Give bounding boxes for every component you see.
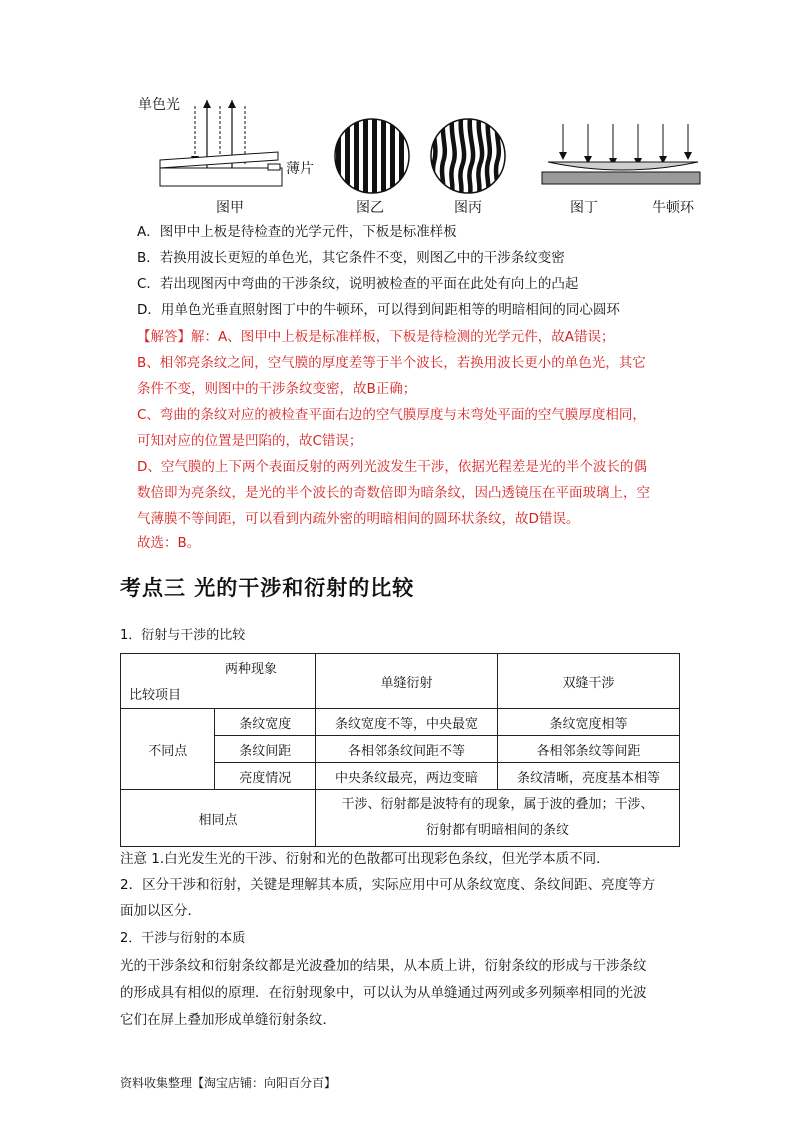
row-diffraction-cell: 条纹宽度不等，中央最宽 bbox=[315, 709, 497, 736]
answer-line-2: B、相邻亮条纹之间，空气膜的厚度差等于半个波长，若换用波长更小的单色光，其它 bbox=[137, 355, 646, 371]
col-header-diffraction: 单缝衍射 bbox=[315, 654, 497, 709]
row-item: 条纹宽度 bbox=[215, 709, 315, 736]
same-line-1: 干涉、衍射都是波特有的现象，属于波的叠加；干涉、 bbox=[341, 797, 654, 812]
figure-ding bbox=[538, 120, 702, 190]
film-label: 薄片 bbox=[286, 161, 314, 177]
answer-line-5: 可知对应的位置是凹陷的，故C错误； bbox=[137, 433, 363, 449]
diff-label: 不同点 bbox=[121, 709, 215, 790]
option-c: C．若出现图丙中弯曲的干涉条纹，说明被检查的平面在此处有向上的凸起 bbox=[137, 276, 579, 292]
answer-tag: 【解答】 bbox=[137, 329, 191, 345]
table-corner-cell bbox=[121, 654, 316, 709]
section-title: 考点三 光的干涉和衍射的比较 bbox=[120, 576, 415, 600]
row-diffraction-cell: 中央条纹最亮，两边变暗 bbox=[315, 763, 497, 790]
row-item: 条纹间距 bbox=[215, 736, 315, 763]
row-interference-cell: 条纹宽度相等 bbox=[497, 709, 679, 736]
fig-jia-label: 图甲 bbox=[216, 200, 244, 216]
figure-jia bbox=[150, 96, 290, 192]
same-content bbox=[315, 790, 679, 847]
same-label: 相同点 bbox=[121, 790, 316, 847]
same-line-2: 衍射都有明暗相间的条纹 bbox=[425, 823, 569, 838]
answer-line-8: 气薄膜不等间距，可以看到内疏外密的明暗相间的圆环状条纹，故D错误。 bbox=[137, 511, 580, 527]
subtitle-comparison: 1．衍射与干涉的比较 bbox=[120, 628, 246, 643]
option-b: B．若换用波长更短的单色光，其它条件不变，则图乙中的干涉条纹变密 bbox=[137, 250, 565, 266]
subtitle-essence: 2．干涉与衍射的本质 bbox=[120, 931, 246, 946]
option-d: D．用单色光垂直照射图丁中的牛顿环，可以得到间距相等的明暗相间的同心圆环 bbox=[137, 302, 620, 318]
essence-line-3: 它们在屏上叠加形成单缝衍射条纹． bbox=[120, 1012, 336, 1028]
col-header-interference: 双缝干涉 bbox=[497, 654, 679, 709]
newton-ring-label: 牛顿环 bbox=[652, 200, 694, 216]
answer-line-6: D、空气膜的上下两个表面反射的两列光波发生干涉，依据光程差是光的半个波长的偶 bbox=[137, 459, 647, 475]
answer-line-4: C、弯曲的条纹对应的被检查平面右边的空气膜厚度与末弯处平面的空气膜厚度相同， bbox=[137, 407, 646, 423]
point2-line-1: 2．区分干涉和衍射，关键是理解其本质，实际应用中可从条纹宽度、条纹间距、亮度等方 bbox=[120, 877, 656, 893]
fig-ding-label: 图丁 bbox=[570, 200, 598, 216]
corner-bottom: 比较项目 bbox=[129, 688, 182, 703]
row-item: 亮度情况 bbox=[215, 763, 315, 790]
option-a: A．图甲中上板是待检查的光学元件，下板是标准样板 bbox=[137, 224, 457, 240]
essence-line-2: 的形成具有相似的原理．在衍射现象中，可以认为从单缝通过两列或多列频率相同的光波 bbox=[120, 985, 647, 1001]
figure-yi bbox=[330, 118, 414, 194]
answer-text-1: 解：A、图甲中上板是标准样板，下板是待检测的光学元件，故A错误； bbox=[191, 329, 615, 345]
fig-bing-label: 图丙 bbox=[454, 200, 482, 216]
row-interference-cell: 条纹清晰，亮度基本相等 bbox=[497, 763, 679, 790]
note: 注意 1.白光发生光的干涉、衍射和光的色散都可出现彩色条纹，但光学本质不同． bbox=[120, 851, 610, 867]
row-interference-cell: 各相邻条纹等间距 bbox=[497, 736, 679, 763]
mono-light-label: 单色光 bbox=[138, 97, 180, 113]
row-diffraction-cell: 各相邻条纹间距不等 bbox=[315, 736, 497, 763]
essence-line-1: 光的干涉条纹和衍射条纹都是光波叠加的结果，从本质上讲，衍射条纹的形成与干涉条纹 bbox=[120, 958, 647, 974]
point2-line-2: 面加以区分． bbox=[120, 903, 201, 919]
answer-line-3: 条件不变，则图中的干涉条纹变密，故B正确； bbox=[137, 381, 417, 397]
fig-yi-label: 图乙 bbox=[356, 200, 384, 216]
answer-line-1 bbox=[137, 327, 614, 347]
answer-line-9: 故选：B。 bbox=[137, 535, 201, 551]
figure-bing bbox=[426, 118, 510, 194]
comparison-table bbox=[120, 653, 680, 847]
answer-line-7: 数倍即为亮条纹，是光的半个波长的奇数倍即为暗条纹，因凸透镜压在平面玻璃上，空 bbox=[137, 485, 650, 501]
footer: 资料收集整理【淘宝店铺：向阳百分百】 bbox=[120, 1076, 337, 1090]
corner-top: 两种现象 bbox=[225, 662, 278, 677]
